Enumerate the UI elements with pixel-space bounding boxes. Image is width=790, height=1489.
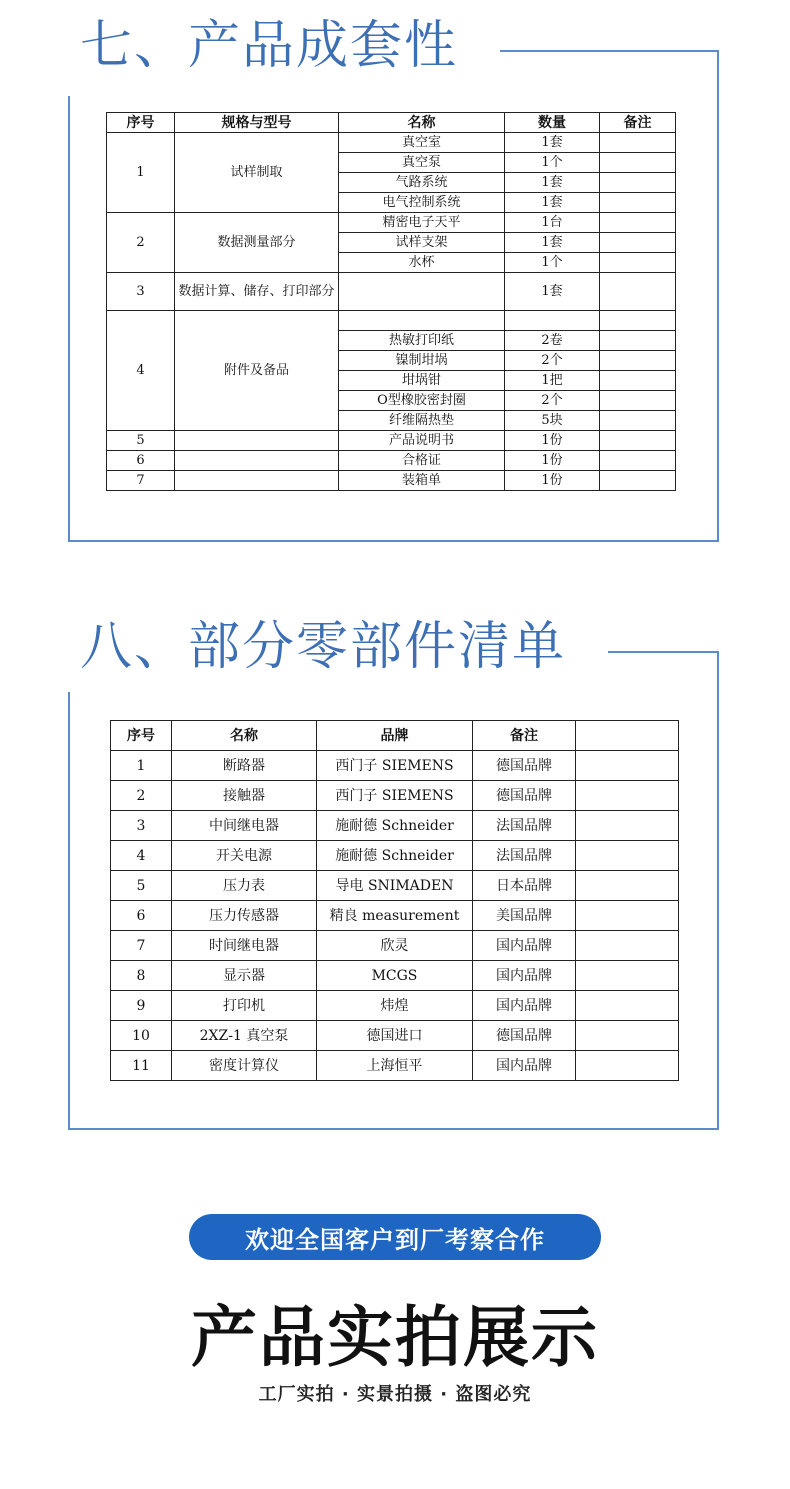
column-header: 名称 (172, 721, 317, 751)
item-note (600, 451, 676, 471)
part-brand: 上海恒平 (317, 1051, 473, 1081)
row-number: 7 (107, 471, 175, 491)
row-number: 10 (111, 1021, 172, 1051)
item-note (600, 471, 676, 491)
part-name: 压力传感器 (172, 901, 317, 931)
item-name: 镍制坩埚 (339, 351, 505, 371)
part-note: 日本品牌 (473, 871, 576, 901)
part-note: 国内品牌 (473, 991, 576, 1021)
item-name: 产品说明书 (339, 431, 505, 451)
showcase-subtitle: 工厂实拍 · 实景拍摄 · 盗图必究 (258, 1384, 532, 1405)
section8-title: 八、部分零部件清单 (80, 617, 567, 677)
table-row (111, 1021, 679, 1051)
part-note: 国内品牌 (473, 931, 576, 961)
item-note (600, 133, 676, 153)
part-brand: 西门子 SIEMENS (317, 751, 473, 781)
item-note (600, 273, 676, 311)
showcase-title: 产品实拍展示 (191, 1299, 599, 1376)
row-number: 3 (111, 811, 172, 841)
spec-cell: 数据计算、储存、打印部分 (175, 273, 339, 311)
column-header: 名称 (339, 113, 505, 133)
item-name (339, 273, 505, 311)
column-header (576, 721, 679, 751)
part-name: 2XZ-1 真空泵 (172, 1021, 317, 1051)
part-extra (576, 931, 679, 961)
column-header: 序号 (111, 721, 172, 751)
table-row (111, 1051, 679, 1081)
part-brand: 西门子 SIEMENS (317, 781, 473, 811)
item-qty: 5块 (505, 411, 600, 431)
table-row (111, 901, 679, 931)
table-row (111, 991, 679, 1021)
item-name: 合格证 (339, 451, 505, 471)
table-header-row (107, 113, 676, 133)
row-number: 5 (107, 431, 175, 451)
item-qty: 2个 (505, 351, 600, 371)
part-name: 显示器 (172, 961, 317, 991)
item-qty: 1套 (505, 233, 600, 253)
table-row (107, 213, 676, 233)
part-brand: 德国进口 (317, 1021, 473, 1051)
item-name: 装箱单 (339, 471, 505, 491)
column-header: 备注 (473, 721, 576, 751)
row-number: 4 (107, 311, 175, 431)
item-name: 气路系统 (339, 173, 505, 193)
part-extra (576, 751, 679, 781)
part-note: 德国品牌 (473, 1021, 576, 1051)
item-note (600, 173, 676, 193)
row-number: 6 (107, 451, 175, 471)
table-row (107, 431, 676, 451)
item-note (600, 253, 676, 273)
part-name: 开关电源 (172, 841, 317, 871)
item-name: 精密电子天平 (339, 213, 505, 233)
part-name: 断路器 (172, 751, 317, 781)
part-note: 法国品牌 (473, 811, 576, 841)
item-note (600, 233, 676, 253)
part-name: 压力表 (172, 871, 317, 901)
item-name: O型橡胶密封圈 (339, 391, 505, 411)
item-note (600, 431, 676, 451)
item-note (600, 153, 676, 173)
column-header: 序号 (107, 113, 175, 133)
part-extra (576, 1021, 679, 1051)
row-number: 9 (111, 991, 172, 1021)
row-number: 5 (111, 871, 172, 901)
row-number: 7 (111, 931, 172, 961)
item-note (600, 391, 676, 411)
item-note (600, 411, 676, 431)
part-extra (576, 841, 679, 871)
row-number: 2 (111, 781, 172, 811)
table-row (107, 451, 676, 471)
part-extra (576, 871, 679, 901)
item-qty: 2个 (505, 391, 600, 411)
part-note: 德国品牌 (473, 781, 576, 811)
part-brand: 施耐德 Schneider (317, 811, 473, 841)
part-extra (576, 901, 679, 931)
part-name: 中间继电器 (172, 811, 317, 841)
row-number: 1 (111, 751, 172, 781)
item-note (600, 193, 676, 213)
table-row (107, 273, 676, 311)
table-row (111, 841, 679, 871)
row-number: 3 (107, 273, 175, 311)
part-brand: 施耐德 Schneider (317, 841, 473, 871)
part-name: 时间继电器 (172, 931, 317, 961)
item-qty: 1套 (505, 173, 600, 193)
table-header-row (111, 721, 679, 751)
table-row (107, 471, 676, 491)
table-row (107, 133, 676, 153)
product-set-table (106, 112, 676, 491)
item-qty: 1份 (505, 451, 600, 471)
row-number: 4 (111, 841, 172, 871)
spec-cell (175, 471, 339, 491)
table-row (111, 871, 679, 901)
item-qty: 1把 (505, 371, 600, 391)
row-number: 11 (111, 1051, 172, 1081)
item-name: 真空泵 (339, 153, 505, 173)
table-row (111, 781, 679, 811)
part-extra (576, 811, 679, 841)
item-qty: 1个 (505, 253, 600, 273)
part-brand: 精良 measurement (317, 901, 473, 931)
row-number: 1 (107, 133, 175, 213)
item-name: 试样支架 (339, 233, 505, 253)
row-number: 2 (107, 213, 175, 273)
column-header: 品牌 (317, 721, 473, 751)
item-qty (505, 311, 600, 331)
welcome-pill: 欢迎全国客户到厂考察合作 (189, 1214, 601, 1260)
item-name (339, 311, 505, 331)
part-name: 打印机 (172, 991, 317, 1021)
part-brand: 炜煌 (317, 991, 473, 1021)
item-name: 坩埚钳 (339, 371, 505, 391)
item-name: 真空室 (339, 133, 505, 153)
column-header: 数量 (505, 113, 600, 133)
spec-cell: 试样制取 (175, 133, 339, 213)
spec-cell (175, 451, 339, 471)
column-header: 规格与型号 (175, 113, 339, 133)
table-row (111, 961, 679, 991)
item-name: 电气控制系统 (339, 193, 505, 213)
item-note (600, 213, 676, 233)
part-note: 德国品牌 (473, 751, 576, 781)
table-row (111, 751, 679, 781)
part-note: 法国品牌 (473, 841, 576, 871)
item-name: 水杯 (339, 253, 505, 273)
table-row (111, 811, 679, 841)
item-note (600, 371, 676, 391)
part-extra (576, 961, 679, 991)
item-name: 热敏打印纸 (339, 331, 505, 351)
spec-cell: 数据测量部分 (175, 213, 339, 273)
row-number: 6 (111, 901, 172, 931)
item-qty: 1份 (505, 431, 600, 451)
section7-title: 七、产品成套性 (80, 16, 459, 76)
item-qty: 1份 (505, 471, 600, 491)
spec-cell: 附件及备品 (175, 311, 339, 431)
item-qty: 1台 (505, 213, 600, 233)
item-qty: 1套 (505, 133, 600, 153)
parts-list-table (110, 720, 679, 1081)
part-note: 国内品牌 (473, 1051, 576, 1081)
item-qty: 1套 (505, 273, 600, 311)
part-brand: 导电 SNIMADEN (317, 871, 473, 901)
part-extra (576, 781, 679, 811)
part-note: 国内品牌 (473, 961, 576, 991)
part-name: 接触器 (172, 781, 317, 811)
table-row (111, 931, 679, 961)
item-note (600, 311, 676, 331)
spec-cell (175, 431, 339, 451)
item-qty: 2卷 (505, 331, 600, 351)
table-row (107, 311, 676, 331)
item-name: 纤维隔热垫 (339, 411, 505, 431)
item-note (600, 331, 676, 351)
part-brand: MCGS (317, 961, 473, 991)
column-header: 备注 (600, 113, 676, 133)
part-extra (576, 1051, 679, 1081)
row-number: 8 (111, 961, 172, 991)
item-qty: 1个 (505, 153, 600, 173)
part-name: 密度计算仪 (172, 1051, 317, 1081)
part-note: 美国品牌 (473, 901, 576, 931)
part-brand: 欣灵 (317, 931, 473, 961)
item-note (600, 351, 676, 371)
item-qty: 1套 (505, 193, 600, 213)
part-extra (576, 991, 679, 1021)
